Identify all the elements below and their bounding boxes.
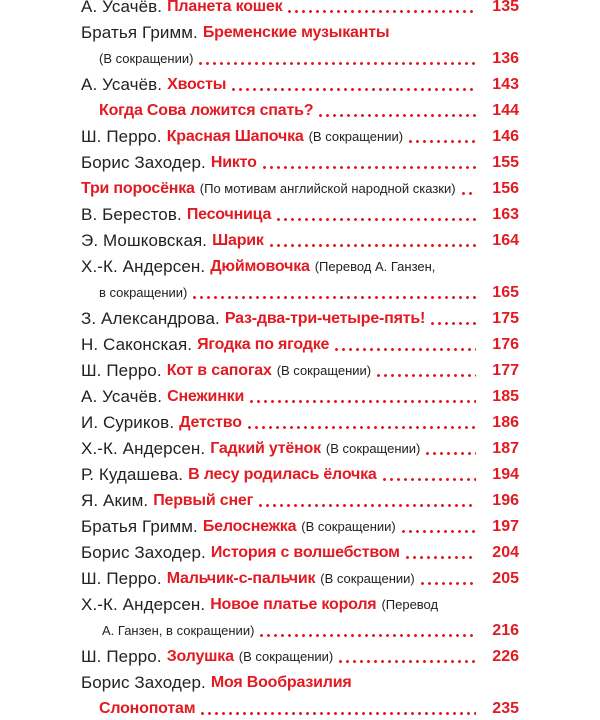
toc-page-number: 177 xyxy=(489,360,519,382)
toc-author: Борис Заходер. xyxy=(81,153,206,172)
toc-title: Мальчик-с-пальчик xyxy=(166,570,316,587)
toc-entry xyxy=(0,252,600,278)
toc-author: Ш. Перро. xyxy=(81,361,162,380)
toc-page-number: 135 xyxy=(489,0,519,18)
toc-page-number: 186 xyxy=(489,412,519,434)
toc-author: В. Берестов. xyxy=(81,205,182,224)
toc-entry xyxy=(0,330,600,356)
toc-author: Р. Кудашева. xyxy=(81,465,184,484)
dot-leader xyxy=(429,322,476,325)
toc-note: (В сокращении) xyxy=(308,129,404,144)
toc-entry xyxy=(0,434,600,460)
toc-page-number: 146 xyxy=(489,126,519,148)
toc-title: Золушка xyxy=(166,648,234,665)
toc-note: (Перевод xyxy=(381,597,439,612)
toc-entry xyxy=(0,642,600,668)
toc-note: А. Ганзен, в сокращении) xyxy=(102,623,255,638)
dot-leader xyxy=(275,218,476,221)
toc-page-number: 176 xyxy=(489,334,519,356)
dot-leader xyxy=(258,634,476,637)
toc-title: Хвосты xyxy=(167,76,227,93)
toc-page-number: 197 xyxy=(489,516,519,538)
toc-entry xyxy=(0,616,600,642)
toc-page-number: 226 xyxy=(489,646,519,668)
toc-title: Гадкий утёнок xyxy=(210,440,321,457)
toc-note: (В сокращении) xyxy=(276,363,372,378)
toc-author: Х.-К. Андерсен. xyxy=(81,595,206,614)
toc-entry xyxy=(0,356,600,382)
dot-leader xyxy=(248,400,476,403)
toc-author: Н. Саконская. xyxy=(81,335,193,354)
toc-author: Э. Мошковская. xyxy=(81,231,208,250)
toc-title: Шарик xyxy=(212,232,264,249)
toc-page-number: 216 xyxy=(489,620,519,642)
toc-title: Раз-два-три-четыре-пять! xyxy=(224,310,426,327)
toc-page-number: 164 xyxy=(489,230,519,252)
toc-author: Ш. Перро. xyxy=(81,127,162,146)
toc-note: в сокращении) xyxy=(99,285,188,300)
toc-title: В лесу родилась ёлочка xyxy=(188,466,377,483)
toc-entry xyxy=(0,148,600,174)
toc-page-number: 156 xyxy=(489,178,519,200)
dot-leader xyxy=(400,530,476,533)
toc-title: Никто xyxy=(210,154,257,171)
dot-leader xyxy=(337,660,476,663)
toc-note: (В сокращении) xyxy=(99,51,194,66)
toc-page-number: 196 xyxy=(489,490,519,512)
toc-page-number: 235 xyxy=(489,698,519,720)
toc-author: И. Суриков. xyxy=(81,413,175,432)
toc-author: А. Усачёв. xyxy=(81,387,163,406)
toc-entry xyxy=(0,590,600,616)
toc-author: А. Усачёв. xyxy=(81,75,163,94)
dot-leader xyxy=(424,452,476,455)
toc-note: (В сокращении) xyxy=(320,571,415,586)
toc-author: Ш. Перро. xyxy=(81,569,162,588)
toc-title: Песочница xyxy=(186,206,272,223)
toc-entry xyxy=(0,44,600,70)
toc-page-number: 187 xyxy=(489,438,519,460)
toc-entry xyxy=(0,200,600,226)
dot-leader xyxy=(460,192,476,195)
toc-author: А. Усачёв. xyxy=(81,0,163,16)
toc-page-number: 175 xyxy=(489,308,519,330)
toc-note: (Перевод А. Ганзен, xyxy=(314,259,436,274)
toc-title: Детство xyxy=(179,414,242,431)
toc-entry xyxy=(0,408,600,434)
toc-note: (В сокращении) xyxy=(238,649,334,664)
toc-entry xyxy=(0,174,600,200)
toc-page-number: 194 xyxy=(489,464,519,486)
dot-leader xyxy=(407,140,476,143)
dot-leader xyxy=(230,88,476,91)
toc-note: (В сокращении) xyxy=(325,441,421,456)
dot-leader xyxy=(197,62,476,65)
toc-author: Х.-К. Андерсен. xyxy=(81,257,206,276)
toc-page-number: 204 xyxy=(489,542,519,564)
toc-entry xyxy=(0,0,600,18)
toc-author: Ш. Перро. xyxy=(81,647,162,666)
toc-title: Моя Вообразилия xyxy=(210,674,352,691)
toc-entry xyxy=(0,226,600,252)
toc-title: Три поросёнка xyxy=(81,180,195,197)
dot-leader xyxy=(257,504,476,507)
toc-entry xyxy=(0,668,600,694)
toc-title: Первый снег xyxy=(153,492,254,509)
toc-entry xyxy=(0,512,600,538)
toc-entry xyxy=(0,304,600,330)
toc-author: Х.-К. Андерсен. xyxy=(81,439,206,458)
toc-page-number: 163 xyxy=(489,204,519,226)
toc-page-number: 144 xyxy=(489,100,519,122)
toc-title: Ягодка по ягодке xyxy=(197,336,330,353)
toc-entry xyxy=(0,564,600,590)
dot-leader xyxy=(286,10,476,13)
toc-entry xyxy=(0,460,600,486)
toc-entry xyxy=(0,70,600,96)
toc-entry xyxy=(0,278,600,304)
toc-entry xyxy=(0,486,600,512)
toc-note: (По мотивам английской народной сказки) xyxy=(199,181,456,196)
toc-author: Я. Аким. xyxy=(81,491,149,510)
dot-leader xyxy=(199,712,476,715)
toc-entry xyxy=(0,382,600,408)
toc-page-number: 205 xyxy=(489,568,519,590)
toc-page-number: 143 xyxy=(489,74,519,96)
toc-title: Кот в сапогах xyxy=(166,362,272,379)
dot-leader xyxy=(268,244,476,247)
dot-leader xyxy=(381,478,476,481)
dot-leader xyxy=(246,426,476,429)
toc-author: Братья Гримм. xyxy=(81,23,198,42)
toc-entry xyxy=(0,122,600,148)
dot-leader xyxy=(261,166,476,169)
toc-note: (В сокращении) xyxy=(301,519,396,534)
toc-title: Белоснежка xyxy=(202,518,297,535)
dot-leader xyxy=(404,556,476,559)
toc-author: З. Александрова. xyxy=(81,309,220,328)
toc-page-number: 185 xyxy=(489,386,519,408)
dot-leader xyxy=(419,582,476,585)
toc-page-number: 136 xyxy=(489,48,519,70)
toc-author: Борис Заходер. xyxy=(81,543,206,562)
toc-title: Бременские музыканты xyxy=(202,24,390,41)
dot-leader xyxy=(333,348,476,351)
dot-leader xyxy=(191,296,476,299)
toc-title: Когда Сова ложится спать? xyxy=(99,102,314,119)
dot-leader xyxy=(375,374,476,377)
toc-entry xyxy=(0,538,600,564)
toc-entry xyxy=(0,694,600,720)
toc-title: Красная Шапочка xyxy=(166,128,304,145)
dot-leader xyxy=(317,114,476,117)
toc-title: Новое платье короля xyxy=(210,596,377,613)
toc-page-number: 155 xyxy=(489,152,519,174)
toc-entry xyxy=(0,96,600,122)
toc-title: История с волшебством xyxy=(210,544,400,561)
toc-entry xyxy=(0,18,600,44)
toc-author: Братья Гримм. xyxy=(81,517,198,536)
toc-title: Планета кошек xyxy=(167,0,283,15)
toc-title: Снежинки xyxy=(167,388,245,405)
toc-author: Борис Заходер. xyxy=(81,673,206,692)
toc-title: Дюймовочка xyxy=(210,258,310,275)
toc-title: Слонопотам xyxy=(99,700,196,717)
toc-page-number: 165 xyxy=(489,282,519,304)
